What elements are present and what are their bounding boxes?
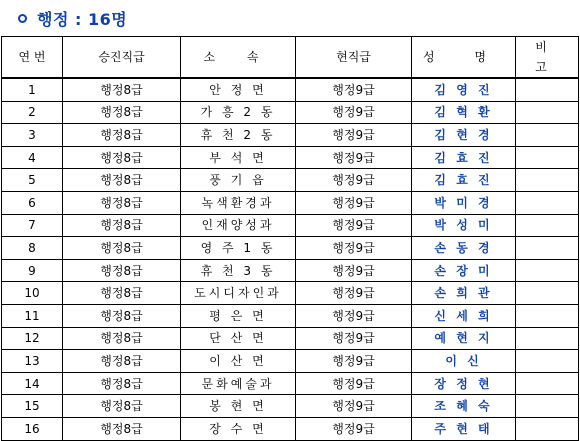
table-row [2,237,579,260]
name-cell: 장 정 현 [412,372,516,395]
promotion-grade-cell: 행정8급 [63,78,181,101]
department-cell: 이 산 면 [181,350,296,373]
promotion-grade-cell: 행정8급 [63,259,181,282]
serial-cell: 12 [2,327,63,350]
note-cell [516,304,579,327]
table-row [2,372,579,395]
current-grade-cell: 행정9급 [296,350,412,373]
note-cell [516,350,579,373]
serial-cell: 11 [2,304,63,327]
serial-cell: 3 [2,124,63,147]
promotion-grade-cell: 행정8급 [63,146,181,169]
serial-cell: 9 [2,259,63,282]
current-grade-cell: 행정9급 [296,327,412,350]
department-cell: 평 은 면 [181,304,296,327]
promotion-grade-cell: 행정8급 [63,191,181,214]
department-cell: 녹색환경과 [181,191,296,214]
current-grade-cell: 행정9급 [296,417,412,440]
name-cell: 신 세 희 [412,304,516,327]
table-row [2,350,579,373]
serial-cell: 13 [2,350,63,373]
note-cell [516,327,579,350]
name-cell: 주 현 태 [412,417,516,440]
table-row [2,146,579,169]
current-grade-cell: 행정9급 [296,101,412,124]
serial-cell: 6 [2,191,63,214]
table-row [2,191,579,214]
name-cell: 김 혁 환 [412,101,516,124]
name-cell: 손 동 경 [412,237,516,260]
table-header-row [2,37,579,79]
note-cell [516,395,579,418]
current-grade-cell: 행정9급 [296,395,412,418]
name-cell: 박 성 미 [412,214,516,237]
note-cell [516,282,579,305]
current-grade-cell: 행정9급 [296,146,412,169]
note-cell [516,372,579,395]
note-cell [516,191,579,214]
promotion-grade-cell: 행정8급 [63,101,181,124]
current-grade-cell: 행정9급 [296,304,412,327]
table-row [2,78,579,101]
serial-cell: 2 [2,101,63,124]
note-cell [516,146,579,169]
header-note: 비 고 [516,37,579,79]
serial-cell: 8 [2,237,63,260]
serial-cell: 5 [2,169,63,192]
name-cell: 예 현 지 [412,327,516,350]
note-cell [516,169,579,192]
serial-cell: 4 [2,146,63,169]
department-cell: 안 정 면 [181,78,296,101]
current-grade-cell: 행정9급 [296,191,412,214]
table-body [2,78,579,440]
promotion-grade-cell: 행정8급 [63,124,181,147]
table-row [2,282,579,305]
department-cell: 인재양성과 [181,214,296,237]
current-grade-cell: 행정9급 [296,372,412,395]
header-serial: 연 번 [2,37,63,79]
table-row [2,417,579,440]
header-department: 소 속 [181,37,296,79]
department-cell: 봉 현 면 [181,395,296,418]
circle-bullet-icon [18,14,27,23]
promotion-grade-cell: 행정8급 [63,214,181,237]
note-cell [516,417,579,440]
section-title: 행정 : 16명 [37,9,128,29]
promotion-table [1,36,579,441]
serial-cell: 10 [2,282,63,305]
header-promotion-grade: 승진직급 [63,37,181,79]
section-heading [4,6,127,30]
table-row [2,169,579,192]
table-row [2,101,579,124]
promotion-grade-cell: 행정8급 [63,350,181,373]
promotion-grade-cell: 행정8급 [63,417,181,440]
serial-cell: 16 [2,417,63,440]
current-grade-cell: 행정9급 [296,259,412,282]
name-cell: 박 미 경 [412,191,516,214]
serial-cell: 14 [2,372,63,395]
department-cell: 풍 기 읍 [181,169,296,192]
note-cell [516,78,579,101]
name-cell: 손 장 미 [412,259,516,282]
department-cell: 장 수 면 [181,417,296,440]
department-cell: 부 석 면 [181,146,296,169]
table-row [2,304,579,327]
current-grade-cell: 행정9급 [296,214,412,237]
note-cell [516,259,579,282]
header-current-grade: 현직급 [296,37,412,79]
promotion-grade-cell: 행정8급 [63,395,181,418]
name-cell: 이 신 [412,350,516,373]
promotion-grade-cell: 행정8급 [63,304,181,327]
name-cell: 김 효 진 [412,169,516,192]
current-grade-cell: 행정9급 [296,78,412,101]
department-cell: 가 흥 2 동 [181,101,296,124]
promotion-grade-cell: 행정8급 [63,372,181,395]
note-cell [516,101,579,124]
name-cell: 김 현 경 [412,124,516,147]
name-cell: 손 희 관 [412,282,516,305]
note-cell [516,237,579,260]
serial-cell: 15 [2,395,63,418]
name-cell: 김 효 진 [412,146,516,169]
table-row [2,395,579,418]
promotion-grade-cell: 행정8급 [63,327,181,350]
department-cell: 휴 천 3 동 [181,259,296,282]
department-cell: 영 주 1 동 [181,237,296,260]
header-name: 성 명 [412,37,516,79]
current-grade-cell: 행정9급 [296,169,412,192]
promotion-grade-cell: 행정8급 [63,282,181,305]
department-cell: 문화예술과 [181,372,296,395]
department-cell: 도시디자인과 [181,282,296,305]
serial-cell: 7 [2,214,63,237]
promotion-grade-cell: 행정8급 [63,169,181,192]
name-cell: 김 영 진 [412,78,516,101]
current-grade-cell: 행정9급 [296,124,412,147]
name-cell: 조 혜 숙 [412,395,516,418]
department-cell: 휴 천 2 동 [181,124,296,147]
promotion-grade-cell: 행정8급 [63,237,181,260]
table-row [2,259,579,282]
table-row [2,214,579,237]
note-cell [516,214,579,237]
current-grade-cell: 행정9급 [296,237,412,260]
department-cell: 단 산 면 [181,327,296,350]
current-grade-cell: 행정9급 [296,282,412,305]
note-cell [516,124,579,147]
table-row [2,124,579,147]
table-row [2,327,579,350]
serial-cell: 1 [2,78,63,101]
